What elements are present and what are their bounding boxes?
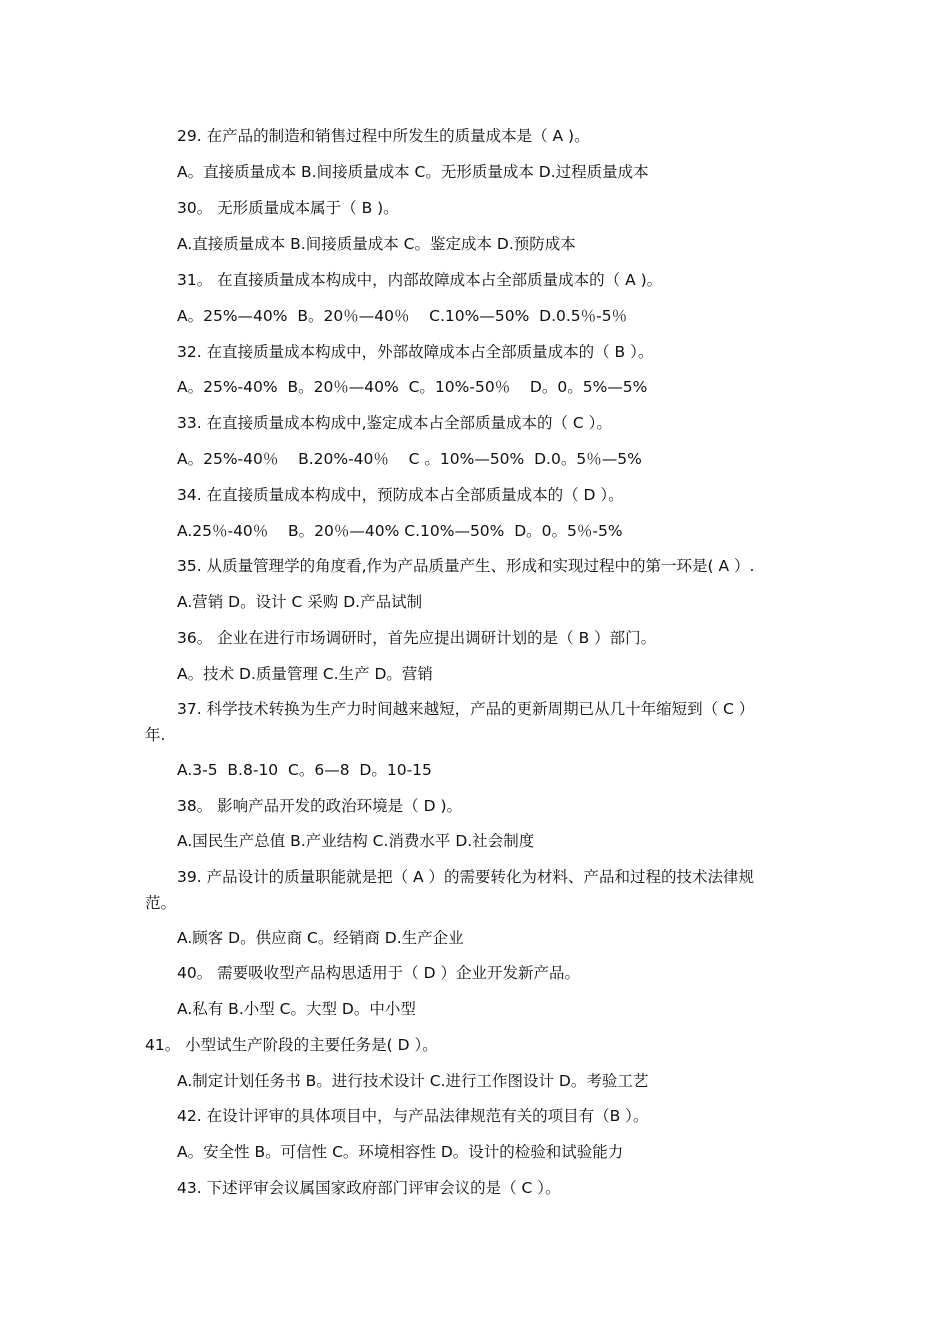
- question-35: 35. 从质量管理学的角度看,作为产品质量产生、形成和实现过程中的第一环是( A ）.: [177, 557, 755, 575]
- question-39-continuation: 范。: [145, 894, 177, 912]
- question-33-options: A。25%-40％ B.20%-40％ C 。10%—50% D.0。5％—5%: [177, 450, 642, 468]
- question-30-options: A.直接质量成本 B.间接质量成本 C。鉴定成本 D.预防成本: [177, 235, 576, 253]
- question-39: 39. 产品设计的质量职能就是把（ A ）的需要转化为材料、产品和过程的技术法律规: [177, 868, 755, 886]
- question-34-options: A.25％-40％ B。20％—40% C.10%—50% D。0。5％-5%: [177, 522, 623, 540]
- question-29-options: A。直接质量成本 B.间接质量成本 C。无形质量成本 D.过程质量成本: [177, 163, 649, 181]
- question-39-options: A.顾客 D。供应商 C。经销商 D.生产企业: [177, 929, 464, 947]
- question-37: 37. 科学技术转换为生产力时间越来越短，产品的更新周期已从几十年缩短到（ C ）: [177, 700, 755, 718]
- question-36: 36。 企业在进行市场调研时，首先应提出调研计划的是（ B ）部门。: [177, 629, 657, 647]
- question-33: 33. 在直接质量成本构成中,鉴定成本占全部质量成本的（ C ）。: [177, 414, 612, 432]
- question-38-options: A.国民生产总值 B.产业结构 C.消费水平 D.社会制度: [177, 832, 535, 850]
- question-31-options: A。25%—40% B。20％—40％ C.10%—50% D.0.5％-5％: [177, 307, 628, 325]
- question-41: 41。 小型试生产阶段的主要任务是( D ）。: [145, 1036, 438, 1054]
- question-41-options: A.制定计划任务书 B。进行技术设计 C.进行工作图设计 D。考验工艺: [177, 1072, 649, 1090]
- question-42: 42. 在设计评审的具体项目中，与产品法律规范有关的项目有（B ）。: [177, 1107, 649, 1125]
- question-32: 32. 在直接质量成本构成中，外部故障成本占全部质量成本的（ B ）。: [177, 343, 654, 361]
- question-31: 31。 在直接质量成本构成中，内部故障成本占全部质量成本的（ A )。: [177, 271, 663, 289]
- question-40: 40。 需要吸收型产品构思适用于（ D ）企业开发新产品。: [177, 964, 580, 982]
- question-32-options: A。25%-40% B。20％—40% C。10%-50％ D。0。5%—5%: [177, 378, 648, 396]
- question-30: 30。 无形质量成本属于（ B )。: [177, 199, 399, 217]
- question-37-options: A.3-5 B.8-10 C。6—8 D。10-15: [177, 761, 432, 779]
- question-36-options: A。技术 D.质量管理 C.生产 D。营销: [177, 665, 433, 683]
- question-34: 34. 在直接质量成本构成中，预防成本占全部质量成本的（ D ）。: [177, 486, 624, 504]
- question-35-options: A.营销 D。设计 C 采购 D.产品试制: [177, 593, 423, 611]
- question-40-options: A.私有 B.小型 C。大型 D。中小型: [177, 1000, 416, 1018]
- question-29: 29. 在产品的制造和销售过程中所发生的质量成本是（ A )。: [177, 127, 590, 145]
- question-43: 43. 下述评审会议属国家政府部门评审会议的是（ C ）。: [177, 1179, 561, 1197]
- question-42-options: A。安全性 B。可信性 C。环境相容性 D。设计的检验和试验能力: [177, 1143, 624, 1161]
- question-38: 38。 影响产品开发的政治环境是（ D )。: [177, 797, 462, 815]
- question-37-continuation: 年.: [145, 726, 166, 744]
